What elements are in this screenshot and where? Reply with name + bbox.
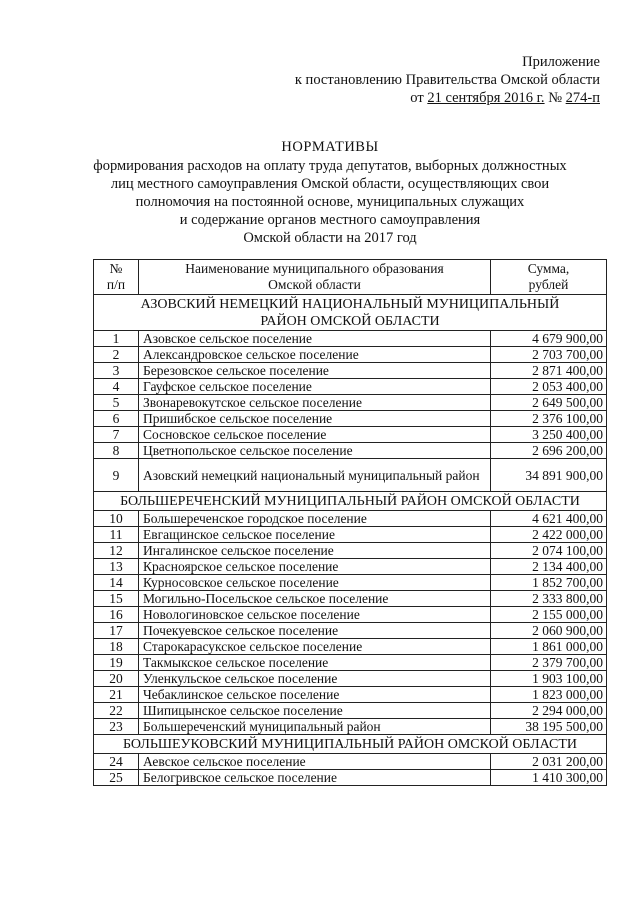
table-row: [94, 543, 607, 559]
row-sum: 1 903 100,00: [491, 671, 607, 687]
row-name: Курносовское сельское поселение: [139, 575, 491, 591]
section-title-line1: БОЛЬШЕУКОВСКИЙ МУНИЦИПАЛЬНЫЙ РАЙОН ОМСКОЙ ОБЛАСТИ: [122, 737, 578, 752]
row-number: 8: [94, 443, 139, 459]
table-row: [94, 395, 607, 411]
row-name: Большереченский муниципальный район: [139, 719, 491, 735]
row-number: 21: [94, 687, 139, 703]
row-number: 13: [94, 559, 139, 575]
header-name-line2: Омской области: [268, 277, 361, 292]
title-main: НОРМАТИВЫ: [281, 139, 379, 155]
row-name: Цветнопольское сельское поселение: [139, 443, 491, 459]
table-row: [94, 575, 607, 591]
table-row: [94, 623, 607, 639]
row-sum: 1 852 700,00: [491, 575, 607, 591]
row-number: 12: [94, 543, 139, 559]
row-number: 4: [94, 379, 139, 395]
row-sum: 2 074 100,00: [491, 543, 607, 559]
row-name: Гауфское сельское поселение: [139, 379, 491, 395]
row-sum: 2 376 100,00: [491, 411, 607, 427]
appendix-date: 21 сентября 2016 г.: [427, 90, 545, 106]
row-sum: 2 696 200,00: [491, 443, 607, 459]
row-number: 11: [94, 527, 139, 543]
row-name: Александровское сельское поселение: [139, 347, 491, 363]
table-row: [94, 639, 607, 655]
table-row: [94, 443, 607, 459]
appendix-resolution: к постановлению Правительства Омской области: [294, 72, 600, 88]
table-body: [94, 295, 607, 786]
table-row: [94, 527, 607, 543]
row-sum: 1 861 000,00: [491, 639, 607, 655]
row-sum: 2 333 800,00: [491, 591, 607, 607]
appendix-number-label: №: [544, 90, 566, 106]
row-number: 6: [94, 411, 139, 427]
title-line: и содержание органов местного самоуправления: [179, 212, 481, 228]
section-title: [94, 735, 607, 754]
row-sum: 4 621 400,00: [491, 511, 607, 527]
table-row: [94, 331, 607, 347]
row-name: Могильно-Посельское сельское поселение: [139, 591, 491, 607]
appendix-header: [295, 53, 600, 107]
row-sum: 3 250 400,00: [491, 427, 607, 443]
section-title-line1: БОЛЬШЕРЕЧЕНСКИЙ МУНИЦИПАЛЬНЫЙ РАЙОН ОМСКОЙ ОБЛАСТИ: [120, 494, 580, 509]
row-number: 17: [94, 623, 139, 639]
row-name: Почекуевское сельское поселение: [139, 623, 491, 639]
row-number: 24: [94, 754, 139, 770]
row-name: Звонаревокутское сельское поселение: [139, 395, 491, 411]
row-name: Чебаклинское сельское поселение: [139, 687, 491, 703]
section-row: [94, 492, 607, 511]
row-sum: 1 410 300,00: [491, 770, 607, 786]
row-number: 1: [94, 331, 139, 347]
row-number: 5: [94, 395, 139, 411]
row-name: Шипицынское сельское поселение: [139, 703, 491, 719]
norms-table: [93, 259, 607, 786]
title-line: лиц местного самоуправления Омской области, осуществляющих свои: [110, 176, 550, 192]
row-sum: 2 422 000,00: [491, 527, 607, 543]
table-row: [94, 591, 607, 607]
row-sum: 1 823 000,00: [491, 687, 607, 703]
row-sum: 2 134 400,00: [491, 559, 607, 575]
section-title-line1: АЗОВСКИЙ НЕМЕЦКИЙ НАЦИОНАЛЬНЫЙ МУНИЦИПАЛЬНЫЙ: [140, 297, 560, 312]
header-sum: [491, 260, 607, 295]
title-line: Омской области на 2017 год: [243, 230, 417, 246]
row-number: 7: [94, 427, 139, 443]
row-sum: 2 294 000,00: [491, 703, 607, 719]
table-header: [94, 260, 607, 295]
row-number: 20: [94, 671, 139, 687]
row-number: 23: [94, 719, 139, 735]
header-sum-line2: рублей: [528, 277, 569, 292]
row-name: Большереченское городское поселение: [139, 511, 491, 527]
table-row: [94, 427, 607, 443]
section-title: [94, 492, 607, 511]
document-title: [60, 138, 600, 247]
row-sum: 2 060 900,00: [491, 623, 607, 639]
section-row: [94, 295, 607, 331]
row-name: Такмыкское сельское поселение: [139, 655, 491, 671]
title-line: формирования расходов на оплату труда депутатов, выборных должностных: [93, 158, 567, 174]
row-sum: 2 155 000,00: [491, 607, 607, 623]
row-sum: 38 195 500,00: [491, 719, 607, 735]
section-title-line2: РАЙОН ОМСКОЙ ОБЛАСТИ: [260, 314, 440, 329]
row-sum: 34 891 900,00: [491, 459, 607, 492]
table-row: [94, 379, 607, 395]
row-number: 16: [94, 607, 139, 623]
row-sum: 2 703 700,00: [491, 347, 607, 363]
table-row: [94, 655, 607, 671]
header-num: [94, 260, 139, 295]
table-row: [94, 511, 607, 527]
row-number: 18: [94, 639, 139, 655]
row-name: Красноярское сельское поселение: [139, 559, 491, 575]
row-number: 2: [94, 347, 139, 363]
row-name: Сосновское сельское поселение: [139, 427, 491, 443]
row-sum: 2 871 400,00: [491, 363, 607, 379]
row-number: 22: [94, 703, 139, 719]
table-row: [94, 687, 607, 703]
row-name: Азовский немецкий национальный муниципальный район: [139, 459, 491, 492]
row-name: Уленкульское сельское поселение: [139, 671, 491, 687]
table-row: [94, 754, 607, 770]
table-row: [94, 703, 607, 719]
row-name: Евгащинское сельское поселение: [139, 527, 491, 543]
row-sum: 4 679 900,00: [491, 331, 607, 347]
row-sum: 2 379 700,00: [491, 655, 607, 671]
row-sum: 2 031 200,00: [491, 754, 607, 770]
appendix-date-line: [295, 89, 600, 107]
row-sum: 2 053 400,00: [491, 379, 607, 395]
row-number: 19: [94, 655, 139, 671]
row-name: Азовское сельское поселение: [139, 331, 491, 347]
row-name: Пришибское сельское поселение: [139, 411, 491, 427]
table-row: [94, 411, 607, 427]
row-number: 3: [94, 363, 139, 379]
table-row: [94, 559, 607, 575]
row-name: Новологиновское сельское поселение: [139, 607, 491, 623]
appendix-number: 274-п: [565, 90, 600, 106]
appendix-date-prefix: от: [410, 90, 428, 106]
row-name: Старокарасукское сельское поселение: [139, 639, 491, 655]
header-name-line1: Наименование муниципального образования: [185, 261, 444, 276]
row-sum: 2 649 500,00: [491, 395, 607, 411]
header-name: [139, 260, 491, 295]
section-row: [94, 735, 607, 754]
table-row: [94, 363, 607, 379]
row-name: Белогривское сельское поселение: [139, 770, 491, 786]
row-number: 10: [94, 511, 139, 527]
appendix-label: Приложение: [522, 54, 600, 70]
row-number: 15: [94, 591, 139, 607]
table-row: [94, 671, 607, 687]
table-row: [94, 347, 607, 363]
row-name: Березовское сельское поселение: [139, 363, 491, 379]
table-row: [94, 719, 607, 735]
row-number: 9: [94, 459, 139, 492]
row-name: Ингалинское сельское поселение: [139, 543, 491, 559]
row-number: 14: [94, 575, 139, 591]
title-line: полномочия на постоянной основе, муниципальных служащих: [135, 194, 525, 210]
row-number: 25: [94, 770, 139, 786]
table-row: [94, 770, 607, 786]
row-name: Аевское сельское поселение: [139, 754, 491, 770]
section-title: [94, 295, 607, 331]
table-row: [94, 607, 607, 623]
header-row: [94, 260, 607, 295]
header-num-line2: п/п: [106, 277, 126, 292]
header-num-line1: №: [109, 261, 123, 276]
header-sum-line1: Сумма,: [527, 261, 570, 276]
table-row: [94, 459, 607, 492]
